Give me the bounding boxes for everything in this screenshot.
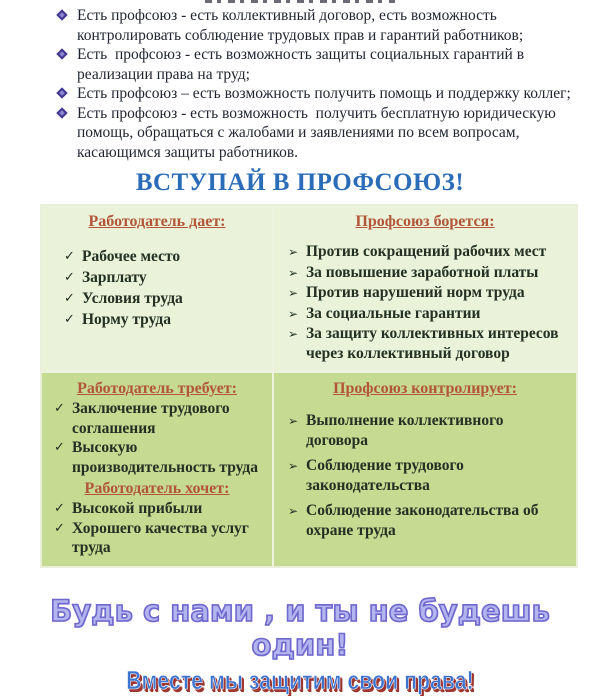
item-text: Высокой прибыли [72, 500, 203, 517]
check-icon: ✓ [54, 501, 65, 516]
list-item [288, 304, 568, 325]
cell-employer-gives [42, 206, 274, 371]
cell-union-controls [274, 373, 576, 566]
item-text: За защиту коллективных интересов через коллективный договор [306, 325, 559, 362]
comparison-table [40, 204, 578, 568]
arrow-bullet-icon: ➢ [288, 245, 299, 259]
arrow-bullet-icon: ➢ [288, 459, 299, 473]
cell-union-fights [274, 206, 576, 371]
check-icon: ✓ [64, 249, 75, 264]
list-item [288, 411, 568, 450]
list-item [288, 324, 568, 363]
check-icon: ✓ [64, 312, 75, 327]
list-item [288, 456, 568, 495]
list-item [58, 45, 572, 84]
item-text: Выполнение коллективного договора [306, 412, 504, 449]
bullet-text: Есть профсоюз - есть возможность защиты социальных гарантий в реализации права на труд; [77, 46, 528, 83]
column-header: Работодатель требует: [77, 380, 237, 397]
list-item [64, 309, 264, 330]
slogan-protect-rights-text: Вместе мы защитим свои права! [126, 664, 474, 695]
diamond-bullet-icon [58, 104, 77, 163]
column-header: Профсоюз борется: [355, 213, 495, 230]
list-item [288, 263, 568, 284]
diamond-bullet-icon [58, 45, 77, 84]
item-text: Против сокращений рабочих мест [306, 243, 547, 260]
table-row [42, 206, 576, 371]
employer-gives-list [50, 246, 264, 330]
employer-demands-list [50, 399, 264, 477]
check-icon: ✓ [64, 291, 75, 306]
bullet-text: Есть профсоюз - есть возможность получить бесплатную юридическую помощь, обращаться с жалобами и заявлениями по всем вопросам, касающимся защиты работников. [77, 104, 560, 161]
item-text: Хорошего качества услуг труда [72, 519, 249, 556]
list-item [58, 104, 572, 163]
list-item [54, 519, 264, 558]
column-header: Работодатель дает: [88, 213, 226, 230]
list-item [288, 242, 568, 263]
item-text: Норму труда [82, 311, 171, 328]
slogan-be-with-us: Будь с нами , и ты не будешь один! [50, 593, 550, 662]
bullet-text: Есть профсоюз - есть коллективный договор, есть возможность контролировать соблюдение трудовых прав и гарантий работников; [77, 7, 524, 44]
union-controls-list [282, 411, 568, 540]
item-text: Рабочее место [82, 248, 181, 265]
column-header: Работодатель хочет: [84, 480, 230, 497]
item-text: Высокую производительность труда [72, 439, 259, 476]
item-text: Зарплату [82, 269, 147, 286]
check-icon: ✓ [54, 401, 65, 416]
list-item [54, 399, 264, 438]
list-item [54, 499, 264, 519]
cell-employer-demands-wants [42, 373, 274, 566]
clipped-text-fragment [205, 0, 395, 4]
list-item [64, 267, 264, 288]
column-header: Профсоюз контролирует: [333, 380, 517, 397]
diamond-bullet-icon [58, 84, 77, 104]
list-item [54, 438, 264, 477]
employer-wants-list [50, 499, 264, 558]
union-fights-list [282, 242, 568, 363]
check-icon: ✓ [64, 270, 75, 285]
list-item [58, 6, 572, 45]
list-item [64, 288, 264, 309]
bullet-text: Есть профсоюз – есть возможность получить помощь и поддержку коллег; [77, 85, 571, 102]
intro-bullet-list [0, 0, 600, 162]
list-item [288, 501, 568, 540]
table-row [42, 371, 576, 566]
slogan-protect-rights [0, 665, 600, 696]
arrow-bullet-icon: ➢ [288, 265, 299, 280]
list-item [288, 283, 568, 304]
item-text: За повышение заработной платы [306, 263, 539, 281]
arrow-bullet-icon: ➢ [288, 286, 299, 300]
item-text: Против нарушений норм труда [306, 284, 525, 301]
arrow-bullet-icon: ➢ [288, 327, 299, 341]
item-text: Соблюдение трудового законодательства [306, 457, 464, 494]
item-text: За социальные гарантии [306, 304, 481, 322]
list-item [58, 84, 572, 104]
arrow-bullet-icon: ➢ [288, 504, 299, 518]
check-icon: ✓ [54, 440, 65, 455]
page-title: ВСТУПАЙ В ПРОФСОЮЗ! [135, 169, 465, 196]
item-text: Условия труда [82, 290, 183, 307]
diamond-bullet-icon [58, 6, 77, 45]
arrow-bullet-icon: ➢ [288, 414, 299, 428]
list-item [64, 246, 264, 267]
item-text: Заключение трудового соглашения [72, 400, 230, 437]
arrow-bullet-icon: ➢ [288, 306, 299, 321]
check-icon: ✓ [54, 520, 65, 536]
item-text: Соблюдение законодательства об охране труда [306, 502, 539, 539]
